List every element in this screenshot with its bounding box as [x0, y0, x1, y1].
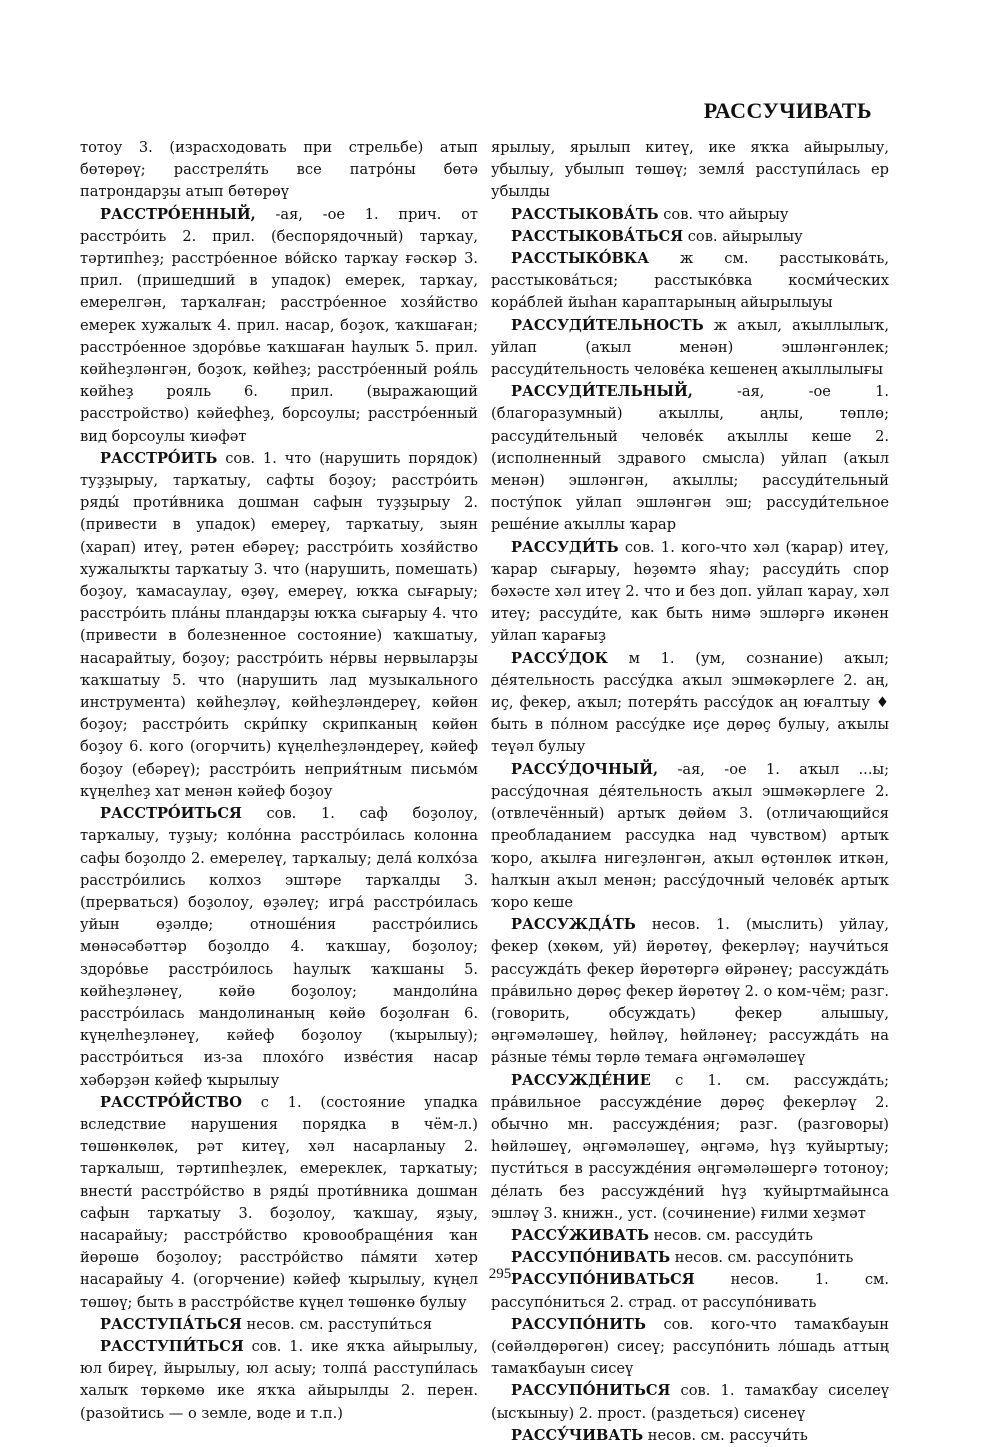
entry-headword: РАССТУПА́ТЬСЯ — [100, 1315, 242, 1333]
entry-definition: ярылыу, ярылып китеү, ике яҡҡа айырылыу, убылыу, убылып төшөү; земля́ расступи́лась ер убылды — [491, 139, 889, 201]
dictionary-entry — [491, 759, 889, 914]
entry-definition: несов. см. рассучи́ть — [643, 1426, 808, 1444]
entry-definition: сов. 1. саф боҙолоу, тарҡалыу, туҙыу; коло́нна расстро́илась колонна сафы боҙолдо 2. емерелеү, тарҡалыу; дела́ колхо́за расстро́ились колхоз эштәре тарҡалды 3. (прерваться) боҙолоу, өҙәлеү; игра́ расстро́илась уйын өҙәлдө; отноше́ния расстро́ились мөнәсәбәттәр боҙолдо 4. ҡаҡшау, боҙолоу; здоро́вье расстро́илось һаулыҡ ҡаҡшаны 5. көйһеҙләнеү, көйө боҙолоу; мандоли́на расстро́илась мандолинаның көйө боҙолған 6. күңелһеҙләнеү, кәйеф боҙолоу (ҡырылыу); расстро́иться из-за плохо́го изве́стия насар хәбәрҙән кәйеф ҡырылыу — [80, 805, 478, 1089]
dictionary-entry — [80, 1336, 478, 1425]
entry-definition: несов. 1. см. рассупо́ниться 2. страд. от рассупо́нивать — [491, 1271, 889, 1311]
entry-definition: ж см. расстыкова́ть, расстыкова́ться; расстыко́вка косми́ческих кора́блей йыһан караптарының айырылыуы — [491, 250, 889, 312]
page-number: 295 — [488, 1266, 512, 1282]
dictionary-entry — [80, 803, 478, 1092]
dictionary-entry — [491, 1070, 889, 1225]
entry-definition: с 1. (состояние упадка вследствие нарушения порядка в чём-л.) төшөнкөлөк, рәт китеү, хәл насарланыу 2. тарҡалыш, тәртипһеҙлек, емереклек, тарҡатыу; внести́ расстро́йство в ряды́ проти́вника дошман сафын тарҡатыу 3. боҙолоу, ҡаҡшау, яҙыу, насарайыу; расстро́йство кровообраще́ния ҡан йөрөшө боҙолоу; расстро́йство па́мяти хәтер насарайыу 4. (огорчение) кәйеф ҡырылыу, күңел төшөү; быть в расстро́йстве күңел төшөнкө булыу — [80, 1093, 478, 1311]
entry-headword: РАССУ́ДОЧНЫЙ, — [511, 760, 659, 778]
dictionary-entry — [80, 448, 478, 803]
entry-definition: -ая, -ое 1. аҡыл ...ы; рассу́дочная де́ятельность аҡыл эшмәкәрлеге 2. (отвлечённый) артыҡ дөйөм 3. (отличающийся преобладанием рассудка над чувством) артыҡ ҡоро, аҡылға нигеҙләнгән, аҡыл өҫтөнлөк иткән, һалҡын аҡыл менән; рассу́дочный челове́к артыҡ ҡоро кеше — [491, 760, 889, 911]
entry-headword: РАССУДИ́ТЬ — [511, 538, 619, 556]
entry-headword: РАССУДИ́ТЕЛЬНЫЙ, — [511, 383, 693, 401]
entry-definition: сов. кого-что тамаҡбауын (сөйәлдөрөгөн) сисеү; рассупо́нить ло́шадь аттың тамаҡбауын сисеү — [491, 1315, 889, 1378]
entry-definition: сов. что айырыу — [658, 205, 789, 223]
entry-headword: РАССУ́ЖИВАТЬ — [511, 1226, 649, 1244]
entry-headword: РАССТРО́ЙСТВО — [100, 1093, 242, 1111]
dictionary-entry — [491, 1314, 889, 1381]
entry-definition: сов. 1. кого-что хәл (ҡарар) итеү, ҡарар сығарыу, һөҙөмтә яһау; рассуди́ть спор бәхәсте хәл итеү 2. что и без доп. уйлап ҡарау, хәл итеү; рассуди́те, как быть нимә эшләргә икәнен уйлап ҡарағыҙ — [491, 538, 889, 645]
entry-headword: РАССУПО́НИТЬСЯ — [511, 1382, 671, 1400]
entry-definition: сов. айырылыу — [683, 227, 803, 245]
entry-headword: РАССТРО́ЕННЫЙ, — [100, 205, 256, 223]
entry-definition: -ая, -ое 1. прич. от расстро́ить 2. прил. (беспорядочный) тарҡау, тәртипһеҙ; расстро́енное во́йско тарҡау ғәскәр 3. прил. (пришедший в упадок) емерек, тарҡау, емерелгән, тарҡалған; расстро́енное хозя́йство емерек хужалыҡ 4. прил. насар, боҙоҡ, ҡаҡшаған; расстро́енное здоро́вье ҡаҡшаған һаулыҡ 5. прил. көйһеҙләнгән, боҙоҡ, көйһеҙ; расстро́енный роя́ль көйһеҙ рояль 6. прил. (выражающий расстройство) кәйефһеҙ, борсоулы; расстро́енный вид борсоулы ҡиәфәт — [80, 205, 478, 445]
entry-headword: РАССТРО́ИТЬСЯ — [100, 805, 242, 823]
entry-definition: несов. см. рассуди́ть — [649, 1226, 813, 1244]
dictionary-entry — [491, 648, 889, 759]
dictionary-entry — [491, 1425, 889, 1447]
entry-definition: с 1. см. рассужда́ть; пра́вильное рассужде́ние дөрөҫ фекерләү 2. обычно мн. рассужде́ния; разг. (разговоры) һөйләшеү, әңгәмәләшеү, әңгәмә, һүҙ ҡуйыртыу; пусти́ться в рассужде́ния әңгәмәләшергә тотоноу; де́лать без рассужде́ний һүҙ ҡуйыртмайынса эшләү 3. книжн., уст. (сочинение) ғилми хеҙмәт — [491, 1071, 889, 1222]
dictionary-entry — [80, 1314, 478, 1336]
entry-headword: РАССУ́ДОК — [511, 649, 608, 667]
dictionary-entry — [491, 204, 889, 226]
dictionary-entry — [491, 381, 889, 536]
dictionary-entry — [491, 537, 889, 648]
entry-definition: м 1. (ум, сознание) аҡыл; де́ятельность рассу́дка аҡыл эшмәкәрлеге 2. аң, иҫ, фекер, аҡыл; потеря́ть рассу́док аң юғалтыу ♦ быть в по́лном рассу́дке иҫе дөрөҫ булыу, аҡылы теүәл булыу — [491, 649, 889, 756]
dictionary-entry — [80, 137, 478, 204]
entry-definition: сов. 1. что (нарушить порядок) туҙҙырыу, тарҡатыу, сафты боҙоу; расстро́ить ряды́ проти́вника дошман сафын туҙҙырыу 2. (привести в упадок) емереү, тарҡатыу, зыян (харап) итеү, рәтен ебәреү; расстро́ить хозя́йство хужалыҡты тарҡатыу 3. что (нарушить, помешать) боҙоу, ҡамасаулау, өҙөү, емереү, юҡҡа сығарыу; расстро́ить пла́ны пландарҙы юҡҡа сығарыу 4. что (привести в болезненное состояние) ҡаҡшатыу, насарайтыу, боҙоу; расстро́ить не́рвы нервыларҙы ҡаҡшатыу 5. что (нарушить лад музыкального инструмента) көйһеҙләү, көйһеҙләндереү, көйөн боҙоу; расстро́ить скри́пку скрипканың көйөн боҙоу 6. кого (огорчить) күңелһеҙләндереү, кәйеф боҙоу (ебәреү); расстро́ить неприя́тным письмо́м күңелһеҙ хат менән кәйеф боҙоу — [80, 449, 478, 800]
entry-definition: сов. 1. тамаҡбау сиселеү (ысҡыныу) 2. прост. (раздеться) сисенеү — [491, 1382, 889, 1422]
entry-headword: РАССТЫКО́ВКА — [511, 250, 649, 268]
entry-headword: РАССУЖДА́ТЬ — [511, 916, 636, 934]
entry-headword: РАССУПО́НИТЬ — [511, 1315, 646, 1333]
entry-headword: РАССТРО́ИТЬ — [100, 449, 218, 467]
entry-headword: РАССТЫКОВА́ТЬСЯ — [511, 227, 684, 245]
entry-headword: РАССУДИ́ТЕЛЬНОСТЬ — [511, 316, 704, 334]
dictionary-entry — [491, 248, 889, 315]
running-head: РАССУЧИВАТЬ — [703, 98, 872, 123]
entry-headword: РАССУПО́НИВАТЬСЯ — [511, 1271, 695, 1289]
dictionary-entry — [491, 315, 889, 382]
dictionary-entry — [80, 204, 478, 448]
entry-headword: РАССУЖДЕ́НИЕ — [511, 1071, 651, 1089]
entry-definition: ж аҡыл, аҡыллылыҡ, уйлап (аҡыл менән) эшләнгәнлек; рассуди́тельность челове́ка кешенең аҡыллылығы — [491, 316, 889, 379]
entry-headword: РАССУ́ЧИВАТЬ — [511, 1426, 644, 1444]
entry-definition: несов. см. рассупо́нить — [670, 1249, 854, 1267]
left-column — [80, 137, 478, 1425]
entry-definition: несов. 1. (мыслить) уйлау, фекер (хөкөм, уй) йөрөтөү, фекерләү; научи́ться рассужда́ть фекер йөрөтөргә өйрәнеү; рассужда́ть пра́вильно дөрөҫ фекер йөрөтөү 2. о ком-чём; разг. (говорить, обсуждать) фекер алышыу, әңгәмәләшеү, һөйләү, һөйләнеү; рассужда́ть на ра́зные те́мы төрлө темаға әңгәмәләшеү — [491, 916, 889, 1067]
entry-definition: несов. см. расступи́ться — [241, 1315, 433, 1333]
right-column — [491, 137, 889, 1447]
entry-headword: РАССТУПИ́ТЬСЯ — [100, 1337, 244, 1355]
entry-definition: тотоу 3. (израсходовать при стрельбе) атып бөтөрөү; расстреля́ть все патро́ны бөтә патрондарҙы атып бөтөрөү — [80, 139, 478, 201]
entry-headword: РАССТЫКОВА́ТЬ — [511, 205, 659, 223]
entry-definition: сов. 1. ике яҡҡа айырылыу, юл биреү, йырылыу, юл асыу; толпа́ расступи́лась халыҡ төркөмө ике яҡҡа айырылды 2. перен. (разойтись — о земле, воде и т.п.) — [80, 1337, 478, 1422]
dictionary-entry — [491, 1380, 889, 1424]
dictionary-entry — [491, 137, 889, 204]
entry-headword: РАССУПО́НИВАТЬ — [511, 1249, 671, 1267]
dictionary-entry — [491, 1225, 889, 1247]
dictionary-entry — [491, 226, 889, 248]
entry-definition: -ая, -ое 1. (благоразумный) аҡыллы, аңлы, төплө; рассуди́тельный челове́к аҡыллы кеше 2. (исполненный здравого смысла) уйлап (аҡыл менән) эшләнгән, аҡыллы; рассуди́тельный посту́пок уйлап эшләнгән эш; рассуди́тельное реше́ние аҡыллы ҡарар — [491, 383, 889, 534]
dictionary-entry — [491, 914, 889, 1069]
